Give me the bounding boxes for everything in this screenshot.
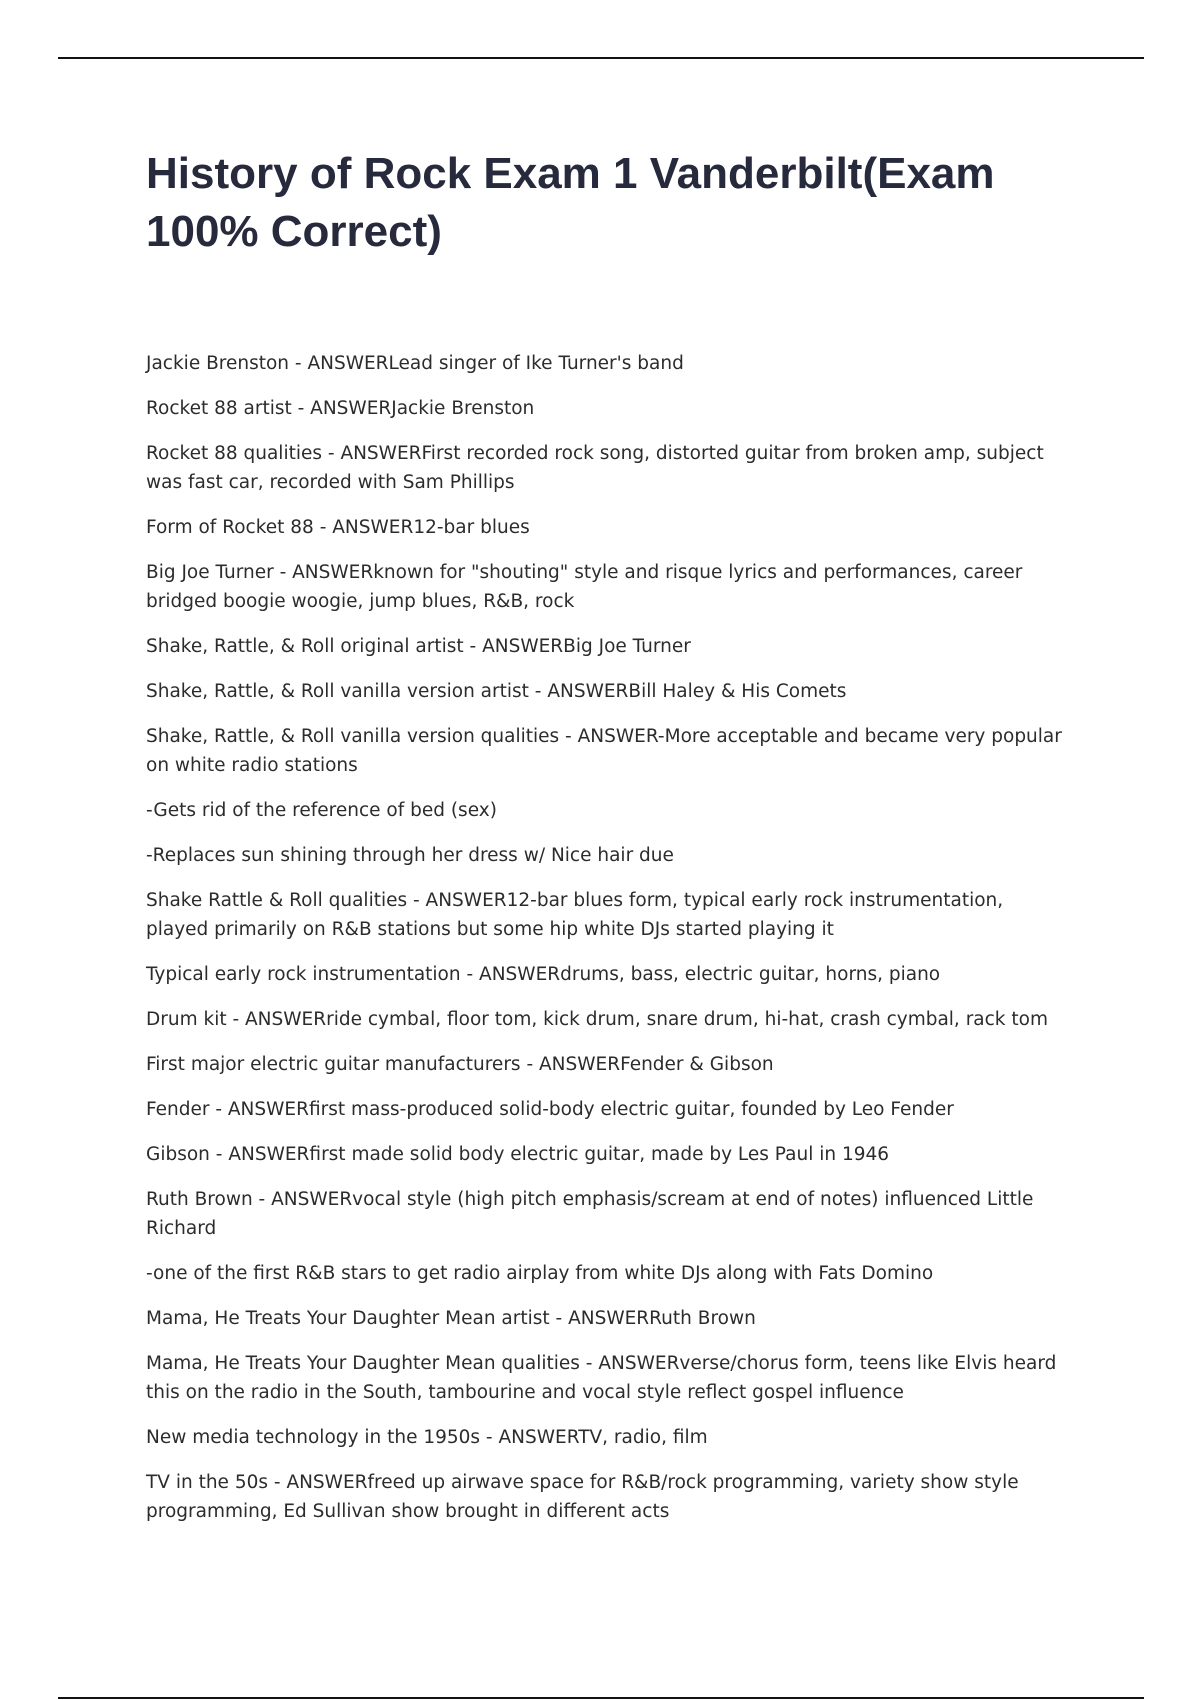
qa-entry: Jackie Brenston - ANSWERLead singer of Ike Turner's band [146,353,684,374]
qa-entry: Mama, He Treats Your Daughter Mean qualities - ANSWERverse/chorus form, teens like Elvis heard this on the radio in the South, tambourine and vocal style reflect gospel influence [146,1353,1057,1403]
qa-entry: TV in the 50s - ANSWERfreed up airwave space for R&B/rock programming, variety show style programming, Ed Sullivan show brought in different acts [146,1472,1019,1522]
qa-list [146,349,1066,1526]
qa-entry: Rocket 88 artist - ANSWERJackie Brenston [146,398,535,419]
bottom-divider [58,1697,1144,1699]
qa-entry: -Replaces sun shining through her dress w/ Nice hair due [146,845,674,866]
qa-entry: Shake, Rattle, & Roll original artist - ANSWERBig Joe Turner [146,636,691,657]
qa-entry: -one of the first R&B stars to get radio airplay from white DJs along with Fats Domino [146,1263,934,1284]
qa-entry: Big Joe Turner - ANSWERknown for "shouting" style and risque lyrics and performances, career bridged boogie woogie, jump blues, R&B, rock [146,562,1023,612]
qa-entry: New media technology in the 1950s - ANSWERTV, radio, film [146,1427,708,1448]
qa-entry: Mama, He Treats Your Daughter Mean artist - ANSWERRuth Brown [146,1308,756,1329]
qa-entry: Typical early rock instrumentation - ANSWERdrums, bass, electric guitar, horns, piano [146,964,941,985]
qa-entry: Shake, Rattle, & Roll vanilla version qualities - ANSWER-More acceptable and became very popular on white radio stations [146,726,1062,776]
qa-entry: Ruth Brown - ANSWERvocal style (high pitch emphasis/scream at end of notes) influenced Little Richard [146,1189,1034,1239]
page-content [146,145,1066,1542]
qa-entry: Form of Rocket 88 - ANSWER12-bar blues [146,517,530,538]
qa-entry: -Gets rid of the reference of bed (sex) [146,800,497,821]
qa-entry: Shake, Rattle, & Roll vanilla version artist - ANSWERBill Haley & His Comets [146,681,847,702]
qa-entry: Gibson - ANSWERfirst made solid body electric guitar, made by Les Paul in 1946 [146,1144,890,1165]
qa-entry: Fender - ANSWERfirst mass-produced solid-body electric guitar, founded by Leo Fender [146,1099,954,1120]
qa-entry: Rocket 88 qualities - ANSWERFirst recorded rock song, distorted guitar from broken amp, subject was fast car, recorded with Sam Phillips [146,443,1044,493]
top-divider [58,57,1144,59]
document-title: History of Rock Exam 1 Vanderbilt(Exam 100% Correct) [146,149,995,256]
qa-entry: Shake Rattle & Roll qualities - ANSWER12-bar blues form, typical early rock instrumentation, played primarily on R&B stations but some hip white DJs started playing it [146,890,1004,940]
qa-entry: First major electric guitar manufacturers - ANSWERFender & Gibson [146,1054,774,1075]
qa-entry: Drum kit - ANSWERride cymbal, floor tom, kick drum, snare drum, hi-hat, crash cymbal, rack tom [146,1009,1048,1030]
